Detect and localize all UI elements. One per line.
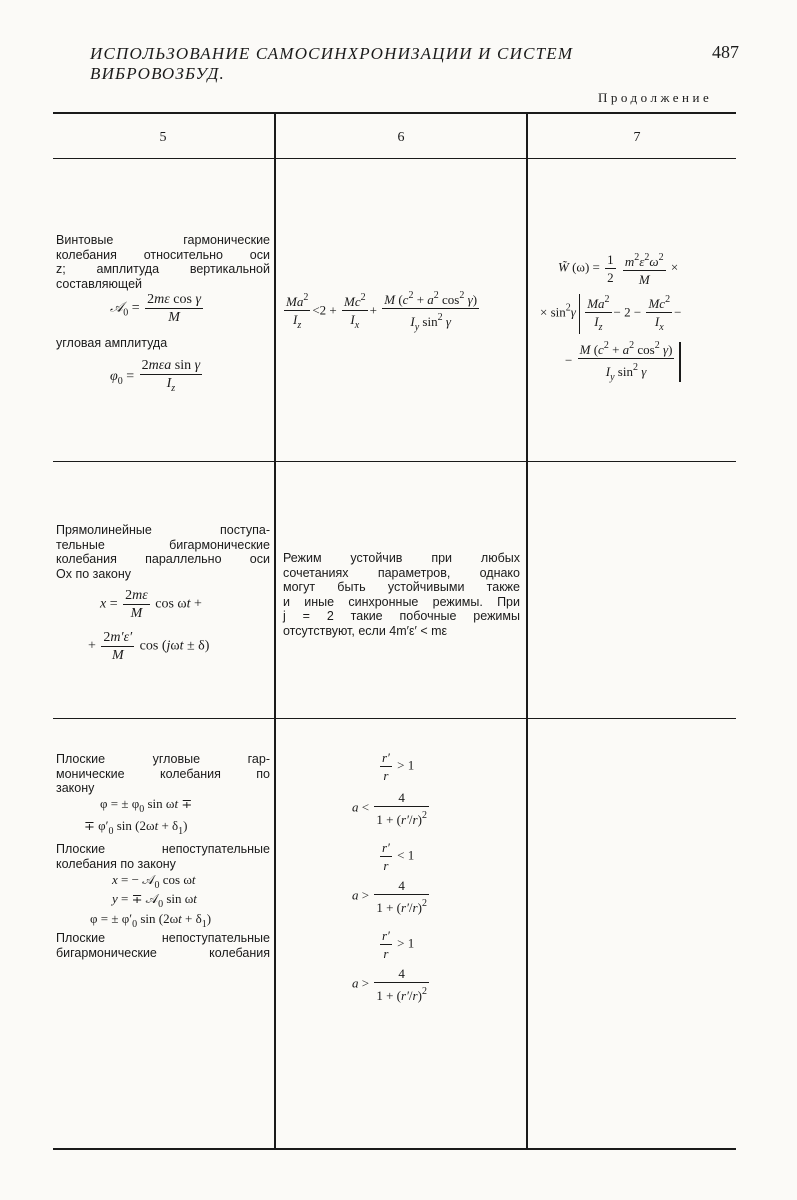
text-line: и иные синхронные режимы. При bbox=[283, 594, 520, 609]
text-line: z; амплитуда вертикальной bbox=[56, 262, 270, 276]
text-line: j = 2 такие побочные режимы bbox=[283, 609, 520, 623]
row3-col5-text-b bbox=[56, 842, 270, 871]
plane-law-x: x = − 𝒜$_0$ cos ωt bbox=[112, 872, 196, 891]
condition-a-gt-2: a > $\frac{4}{1 + (r'/r)^2}$ bbox=[352, 966, 427, 1003]
plane-law-phi: φ = ± $\varphi'_0$ $\sin (2\omega t + \delta_1)$ bbox=[90, 911, 212, 930]
column-header-6: 6 bbox=[397, 130, 405, 145]
text-line: бигармонические колебания bbox=[56, 945, 270, 960]
potential-function-formula-line2: × $\sin^2\gamma$ $\frac{Ma^2}{I_z}$ − 2 − $\frac{Mc^2}{I_x}$ − bbox=[540, 294, 682, 333]
plane-law-y: y = ∓ 𝒜$_0$ sin ωt bbox=[112, 891, 197, 910]
bi-harmonic-law-line1: x = $\frac{2m\varepsilon}{M}$ cos ωt + bbox=[100, 588, 202, 621]
condition-a-gt-1: a > $\frac{4}{1 + (r'/r)^2}$ bbox=[352, 878, 427, 915]
column-divider-1 bbox=[274, 113, 276, 1149]
condition-a-lt: a < $\frac{4}{1 + (r'/r)^2}$ bbox=[352, 790, 427, 827]
text-line: монические колебания по bbox=[56, 766, 270, 781]
row3-col5-text-a bbox=[56, 752, 270, 796]
page-number: 487 bbox=[712, 42, 739, 62]
column-header-7: 7 bbox=[633, 130, 641, 145]
row-rule-2 bbox=[53, 718, 736, 719]
running-header-title: ИСПОЛЬЗОВАНИЕ САМОСИНХРОНИЗАЦИИ И СИСТЕМ ВИБРОВОЗБУД. bbox=[90, 44, 574, 83]
text-line: Режим устойчив при любых bbox=[283, 551, 520, 565]
potential-function-formula-line1: W̃ (ω) = $\frac{1}{2}$ $\frac{m^2\varepsilon^2\omega^2}{M}$ × bbox=[558, 252, 679, 287]
text-line: колебания по закону bbox=[56, 856, 176, 871]
row1-col5-description bbox=[56, 233, 270, 291]
continued-label: Продолжение bbox=[598, 90, 713, 105]
amplitude-formula: 𝒜$_0$ = $\frac{\text{2mε cos γ}}{M}$ bbox=[110, 292, 201, 325]
angular-amplitude-label: угловая амплитуда bbox=[56, 336, 168, 350]
table-bottom-rule bbox=[53, 1148, 736, 1150]
angular-law-line2: ∓ $\varphi'_0$ $\sin (2\omega t + \delta_1)$ bbox=[84, 818, 188, 837]
text-line: Винтовые гармонические bbox=[56, 233, 270, 247]
angular-law-line1: φ = ± $\varphi_0$ sin ωt ∓ bbox=[100, 796, 193, 815]
text-line: тельные бигармонические bbox=[56, 537, 270, 552]
row2-col6-description bbox=[283, 551, 520, 638]
condition-ratio-lt-1: $\frac{r'}{r}$ < 1 bbox=[382, 840, 415, 873]
stability-inequality-formula: $\frac{Ma^2}{I_z}$ <2 + $\frac{Mc^2}{I_x}$ + $\frac{M (c^2 + a^2 \cos^2 \gamma)}{I_y \sin^2 \gamma}$ bbox=[286, 290, 478, 333]
text-line: отсутствуют, если 4m′ε′ < mε bbox=[283, 623, 448, 638]
condition-ratio-gt-1-a: $\frac{r'}{r}$ > 1 bbox=[382, 750, 415, 783]
row2-col5-description bbox=[56, 523, 270, 581]
bi-harmonic-law-line2: + $\frac{2m'\varepsilon'}{M}$ cos (jωt ± δ) bbox=[88, 630, 210, 663]
row3-col5-text-c bbox=[56, 931, 270, 960]
text-line: Ox по закону bbox=[56, 566, 132, 581]
table-header-rule bbox=[53, 158, 736, 159]
text-line: составляющей bbox=[56, 276, 142, 291]
text-line: сочетаниях параметров, однако bbox=[283, 565, 520, 580]
potential-function-formula-line3: − $\frac{M (c^2 + a^2 \cos^2 \gamma)}{I_y \sin^2 \gamma}$ bbox=[565, 338, 684, 385]
text-line: колебания относительно оси bbox=[56, 247, 270, 262]
table-top-rule bbox=[53, 112, 736, 114]
text-line: Плоские непоступательные bbox=[56, 842, 270, 856]
text-line: закону bbox=[56, 781, 95, 795]
column-header-5: 5 bbox=[159, 130, 167, 145]
text-line: Плоские угловые гар- bbox=[56, 752, 270, 766]
text-line: Плоские непоступательные bbox=[56, 931, 270, 945]
angular-amplitude-formula: $\varphi_0$ = $\frac{\text{2mεa sin γ}}{I_z}$ bbox=[110, 358, 201, 394]
condition-ratio-gt-1-b: $\frac{r'}{r}$ > 1 bbox=[382, 928, 415, 961]
row-rule-1 bbox=[53, 461, 736, 462]
text-line: могут быть устойчивыми также bbox=[283, 580, 520, 594]
column-divider-2 bbox=[526, 113, 528, 1149]
text-line: Прямолинейные поступа- bbox=[56, 523, 270, 537]
text-line: колебания параллельно оси bbox=[56, 552, 270, 566]
